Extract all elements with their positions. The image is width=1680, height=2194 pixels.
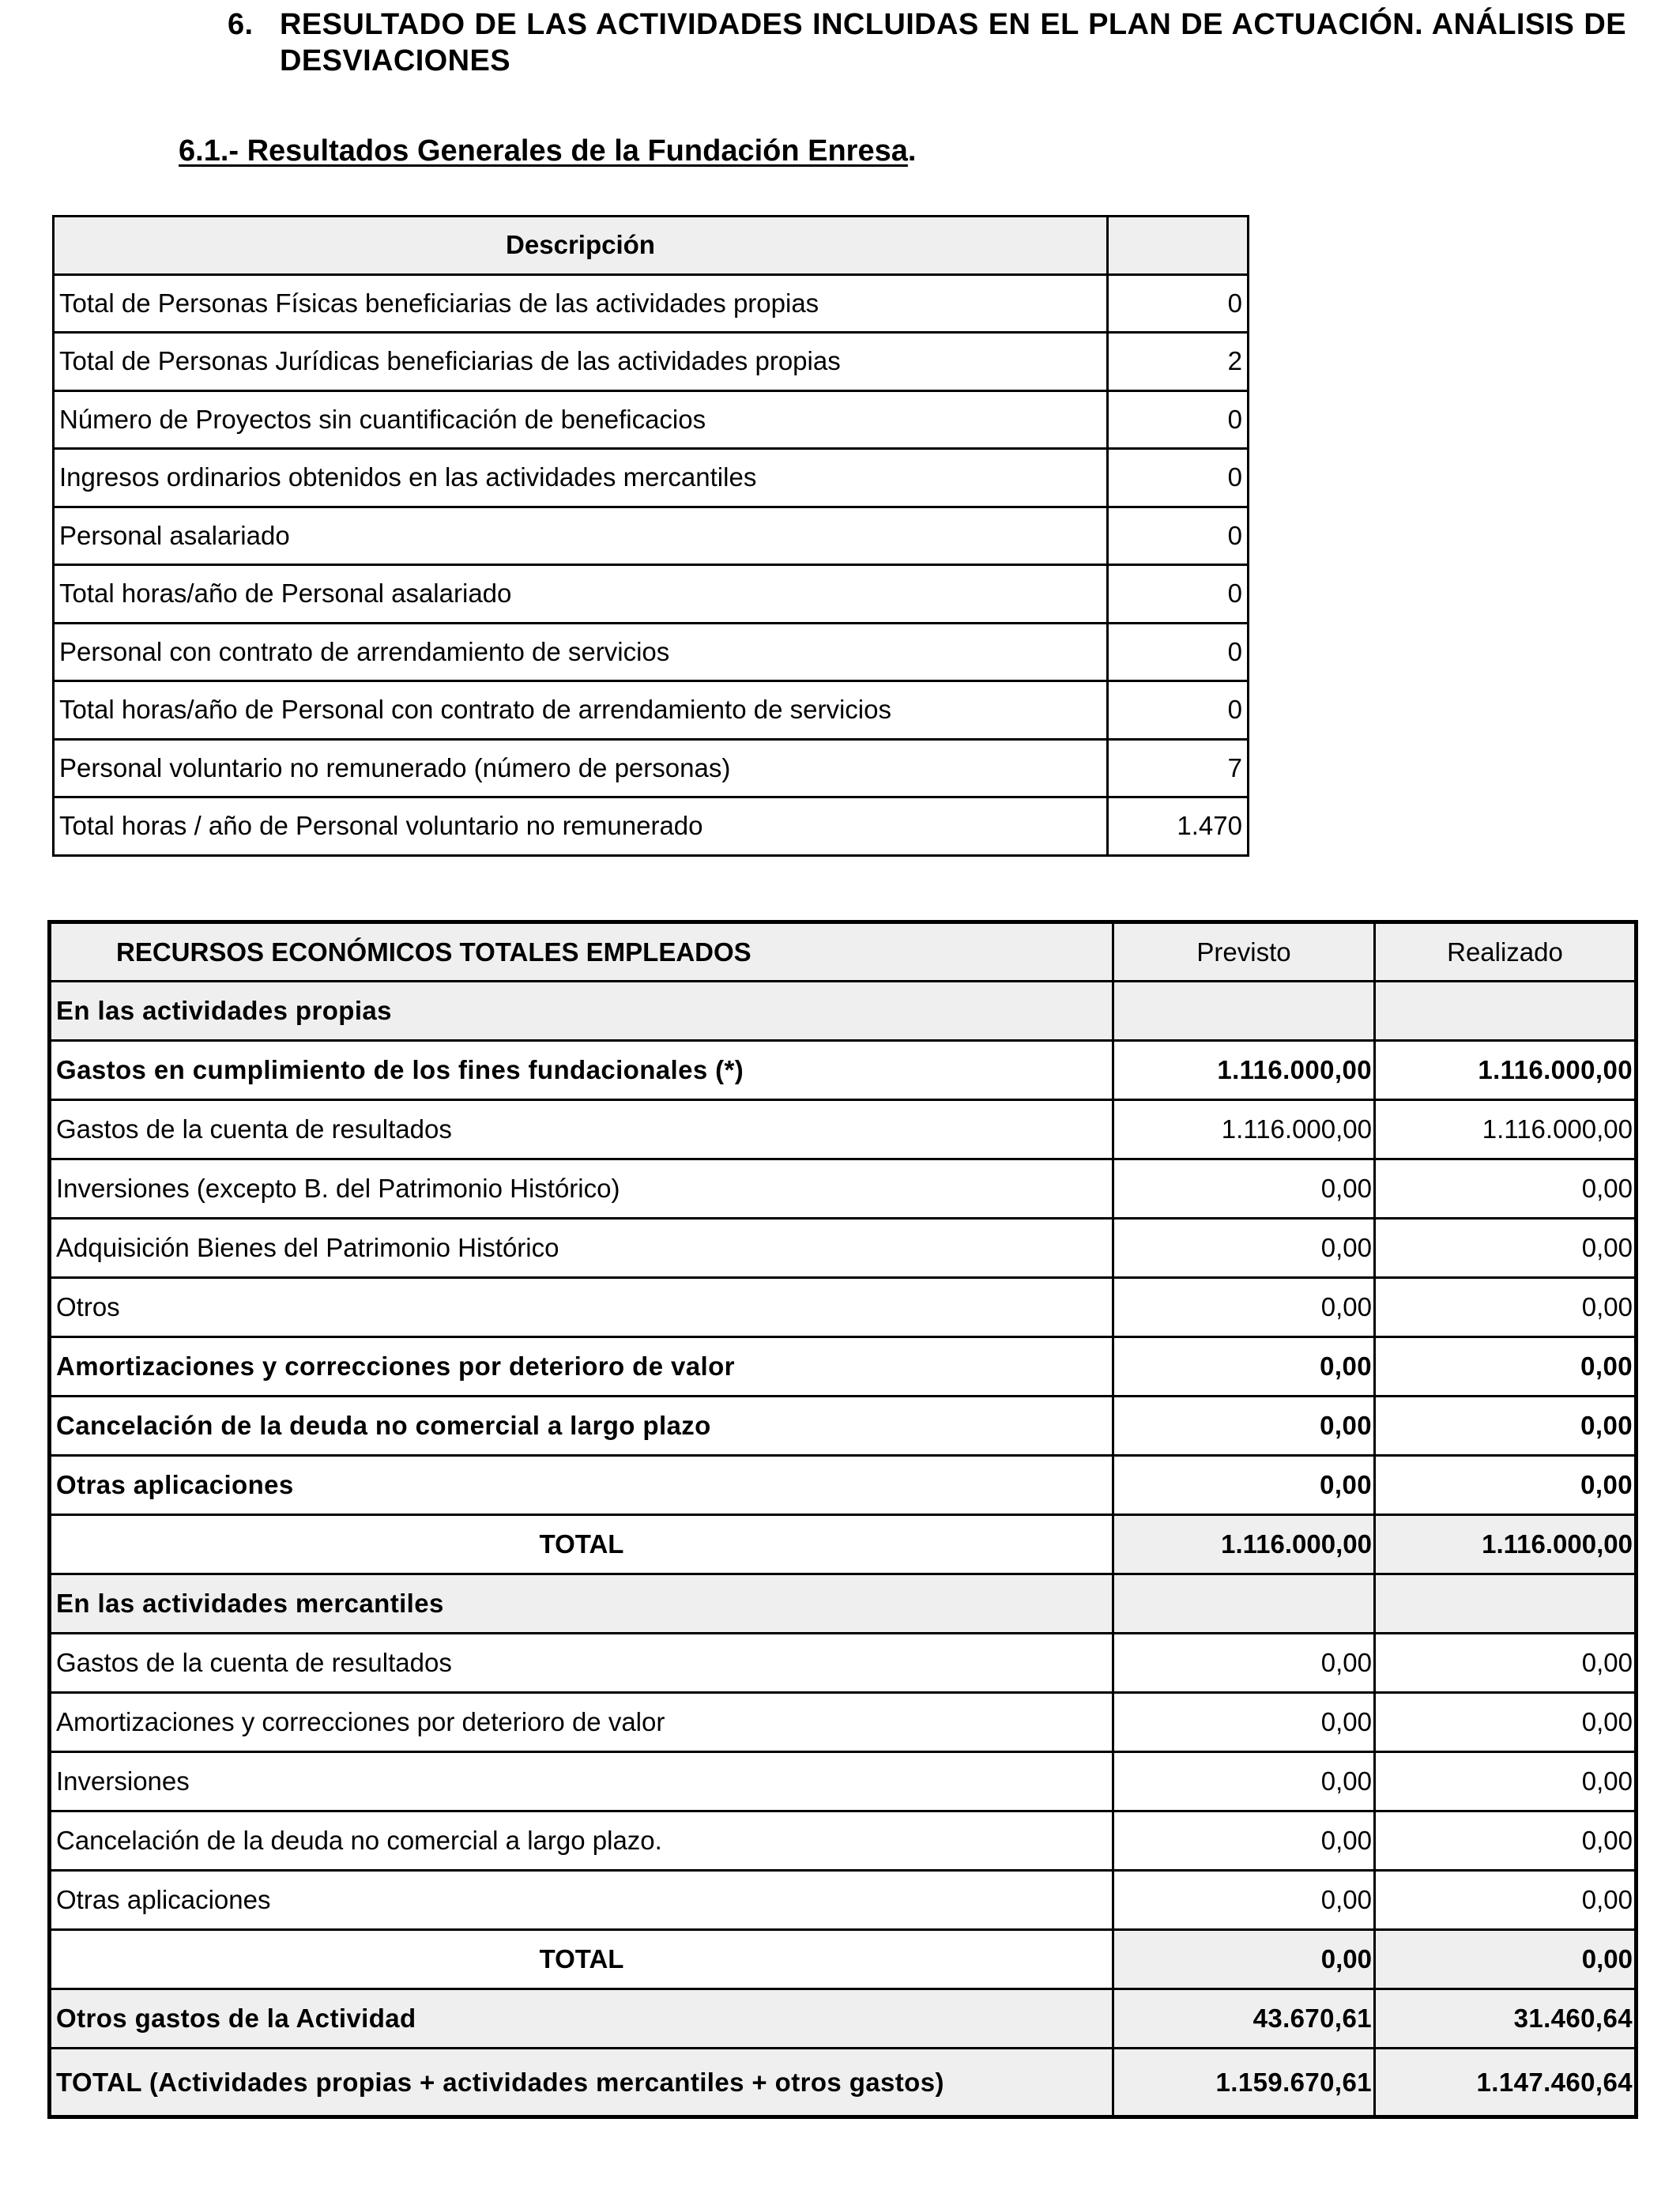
row-label: Adquisición Bienes del Patrimonio Histórico (50, 1219, 1113, 1278)
previsto-value: 1.116.000,00 (1113, 1100, 1375, 1159)
empty-cell (1113, 982, 1375, 1041)
row-label: Amortizaciones y correcciones por deterioro de valor (50, 1337, 1113, 1397)
previsto-total: 0,00 (1113, 1930, 1375, 1989)
row-label: Inversiones (50, 1752, 1113, 1811)
section-row-mercantiles (50, 1574, 1637, 1634)
subsection-period: . (907, 134, 917, 168)
grand-total-label: TOTAL (Actividades propias + actividades mercantiles + otros gastos) (50, 2049, 1113, 2117)
previsto-value: 0,00 (1113, 1159, 1375, 1219)
row-value: 2 (1108, 333, 1249, 391)
table-row (50, 1159, 1637, 1219)
realizado-value: 0,00 (1375, 1337, 1637, 1397)
section-row-propias (50, 982, 1637, 1041)
table-row (54, 681, 1249, 740)
row-label: Personal con contrato de arrendamiento de servicios (54, 623, 1108, 681)
table-row (54, 390, 1249, 449)
table-row (50, 1041, 1637, 1100)
grand-total-row (50, 2049, 1637, 2117)
row-value: 0 (1108, 507, 1249, 565)
general-results-table (52, 215, 1249, 857)
row-value: 0 (1108, 390, 1249, 449)
table-row (50, 1693, 1637, 1752)
realizado-total: 0,00 (1375, 1930, 1637, 1989)
table-row (54, 623, 1249, 681)
subsection-title: 6.1.- Resultados Generales de la Fundación Enresa (179, 134, 908, 168)
row-label: Cancelación de la deuda no comercial a largo plazo. (50, 1811, 1113, 1871)
row-label: Amortizaciones y correcciones por deterioro de valor (50, 1693, 1113, 1752)
previsto-total: 1.116.000,00 (1113, 1515, 1375, 1574)
section-title: RESULTADO DE LAS ACTIVIDADES INCLUIDAS EN EL PLAN DE ACTUACIÓN. ANÁLISIS DE DESVIACIONES (280, 8, 1626, 77)
row-label: Total de Personas Físicas beneficiarias de las actividades propias (54, 274, 1108, 333)
row-label: Personal voluntario no remunerado (número de personas) (54, 739, 1108, 797)
realizado-value: 0,00 (1375, 1397, 1637, 1456)
realizado-grand-total: 1.147.460,64 (1375, 2049, 1637, 2117)
realizado-total: 1.116.000,00 (1375, 1515, 1637, 1574)
row-label: Gastos de la cuenta de resultados (50, 1100, 1113, 1159)
realizado-value: 1.116.000,00 (1375, 1100, 1637, 1159)
otros-gastos-row (50, 1989, 1637, 2049)
section-label: En las actividades propias (50, 982, 1113, 1041)
row-label: Gastos en cumplimiento de los fines fundacionales (*) (50, 1041, 1113, 1100)
realizado-value: 31.460,64 (1375, 1989, 1637, 2049)
table-row (50, 1219, 1637, 1278)
total-row-propias (50, 1515, 1637, 1574)
row-value: 0 (1108, 274, 1249, 333)
row-label: Inversiones (excepto B. del Patrimonio Histórico) (50, 1159, 1113, 1219)
row-value: 7 (1108, 739, 1249, 797)
row-label: Personal asalariado (54, 507, 1108, 565)
table-header-row (54, 217, 1249, 275)
table-row (50, 1278, 1637, 1337)
row-label: Total horas/año de Personal asalariado (54, 565, 1108, 624)
total-label: TOTAL (50, 1515, 1113, 1574)
section-heading (228, 6, 1626, 79)
total-label: TOTAL (50, 1930, 1113, 1989)
row-label: Número de Proyectos sin cuantificación de beneficacios (54, 390, 1108, 449)
row-value: 0 (1108, 681, 1249, 740)
table-row (54, 797, 1249, 856)
table-row (50, 1397, 1637, 1456)
previsto-value: 43.670,61 (1113, 1989, 1375, 2049)
row-label: Total horas / año de Personal voluntario no remunerado (54, 797, 1108, 856)
previsto-value: 0,00 (1113, 1871, 1375, 1930)
description-header: Descripción (54, 217, 1108, 275)
table-row (50, 1871, 1637, 1930)
previsto-grand-total: 1.159.670,61 (1113, 2049, 1375, 2117)
table-row (54, 274, 1249, 333)
table-row (50, 1100, 1637, 1159)
previsto-value: 0,00 (1113, 1752, 1375, 1811)
section-label: En las actividades mercantiles (50, 1574, 1113, 1634)
row-value: 0 (1108, 623, 1249, 681)
realizado-value: 0,00 (1375, 1278, 1637, 1337)
row-value: 1.470 (1108, 797, 1249, 856)
realizado-value: 0,00 (1375, 1159, 1637, 1219)
realizado-value: 0,00 (1375, 1456, 1637, 1515)
subsection-heading (179, 133, 916, 169)
table-row (50, 1634, 1637, 1693)
previsto-value: 0,00 (1113, 1693, 1375, 1752)
empty-cell (1375, 982, 1637, 1041)
realizado-value: 0,00 (1375, 1219, 1637, 1278)
realizado-value: 0,00 (1375, 1811, 1637, 1871)
row-value: 0 (1108, 449, 1249, 507)
empty-cell (1113, 1574, 1375, 1634)
previsto-value: 0,00 (1113, 1219, 1375, 1278)
realizado-header: Realizado (1375, 922, 1637, 982)
table-row (50, 1811, 1637, 1871)
table-row (50, 1456, 1637, 1515)
realizado-value: 0,00 (1375, 1752, 1637, 1811)
previsto-header: Previsto (1113, 922, 1375, 982)
previsto-value: 1.116.000,00 (1113, 1041, 1375, 1100)
row-label: Cancelación de la deuda no comercial a largo plazo (50, 1397, 1113, 1456)
row-label: Ingresos ordinarios obtenidos en las actividades mercantiles (54, 449, 1108, 507)
row-label: Otros (50, 1278, 1113, 1337)
previsto-value: 0,00 (1113, 1337, 1375, 1397)
row-label: Otras aplicaciones (50, 1871, 1113, 1930)
table-row (54, 333, 1249, 391)
realizado-value: 0,00 (1375, 1693, 1637, 1752)
previsto-value: 0,00 (1113, 1397, 1375, 1456)
section-number: 6. (228, 8, 254, 41)
row-label: Otras aplicaciones (50, 1456, 1113, 1515)
realizado-value: 0,00 (1375, 1634, 1637, 1693)
row-label: Otros gastos de la Actividad (50, 1989, 1113, 2049)
table-row (54, 507, 1249, 565)
previsto-value: 0,00 (1113, 1811, 1375, 1871)
total-row-mercantiles (50, 1930, 1637, 1989)
table-row (50, 1752, 1637, 1811)
empty-cell (1375, 1574, 1637, 1634)
row-label: Total horas/año de Personal con contrato de arrendamiento de servicios (54, 681, 1108, 740)
realizado-value: 0,00 (1375, 1871, 1637, 1930)
table-row (54, 565, 1249, 624)
row-value: 0 (1108, 565, 1249, 624)
row-label: Gastos de la cuenta de resultados (50, 1634, 1113, 1693)
realizado-value: 1.116.000,00 (1375, 1041, 1637, 1100)
table-row (54, 739, 1249, 797)
table-header-row (50, 922, 1637, 982)
table-row (54, 449, 1249, 507)
resources-title-header: RECURSOS ECONÓMICOS TOTALES EMPLEADOS (50, 922, 1113, 982)
previsto-value: 0,00 (1113, 1278, 1375, 1337)
previsto-value: 0,00 (1113, 1634, 1375, 1693)
row-label: Total de Personas Jurídicas beneficiarias de las actividades propias (54, 333, 1108, 391)
table-row (50, 1337, 1637, 1397)
value-header (1108, 217, 1249, 275)
economic-resources-table (47, 920, 1638, 2119)
previsto-value: 0,00 (1113, 1456, 1375, 1515)
